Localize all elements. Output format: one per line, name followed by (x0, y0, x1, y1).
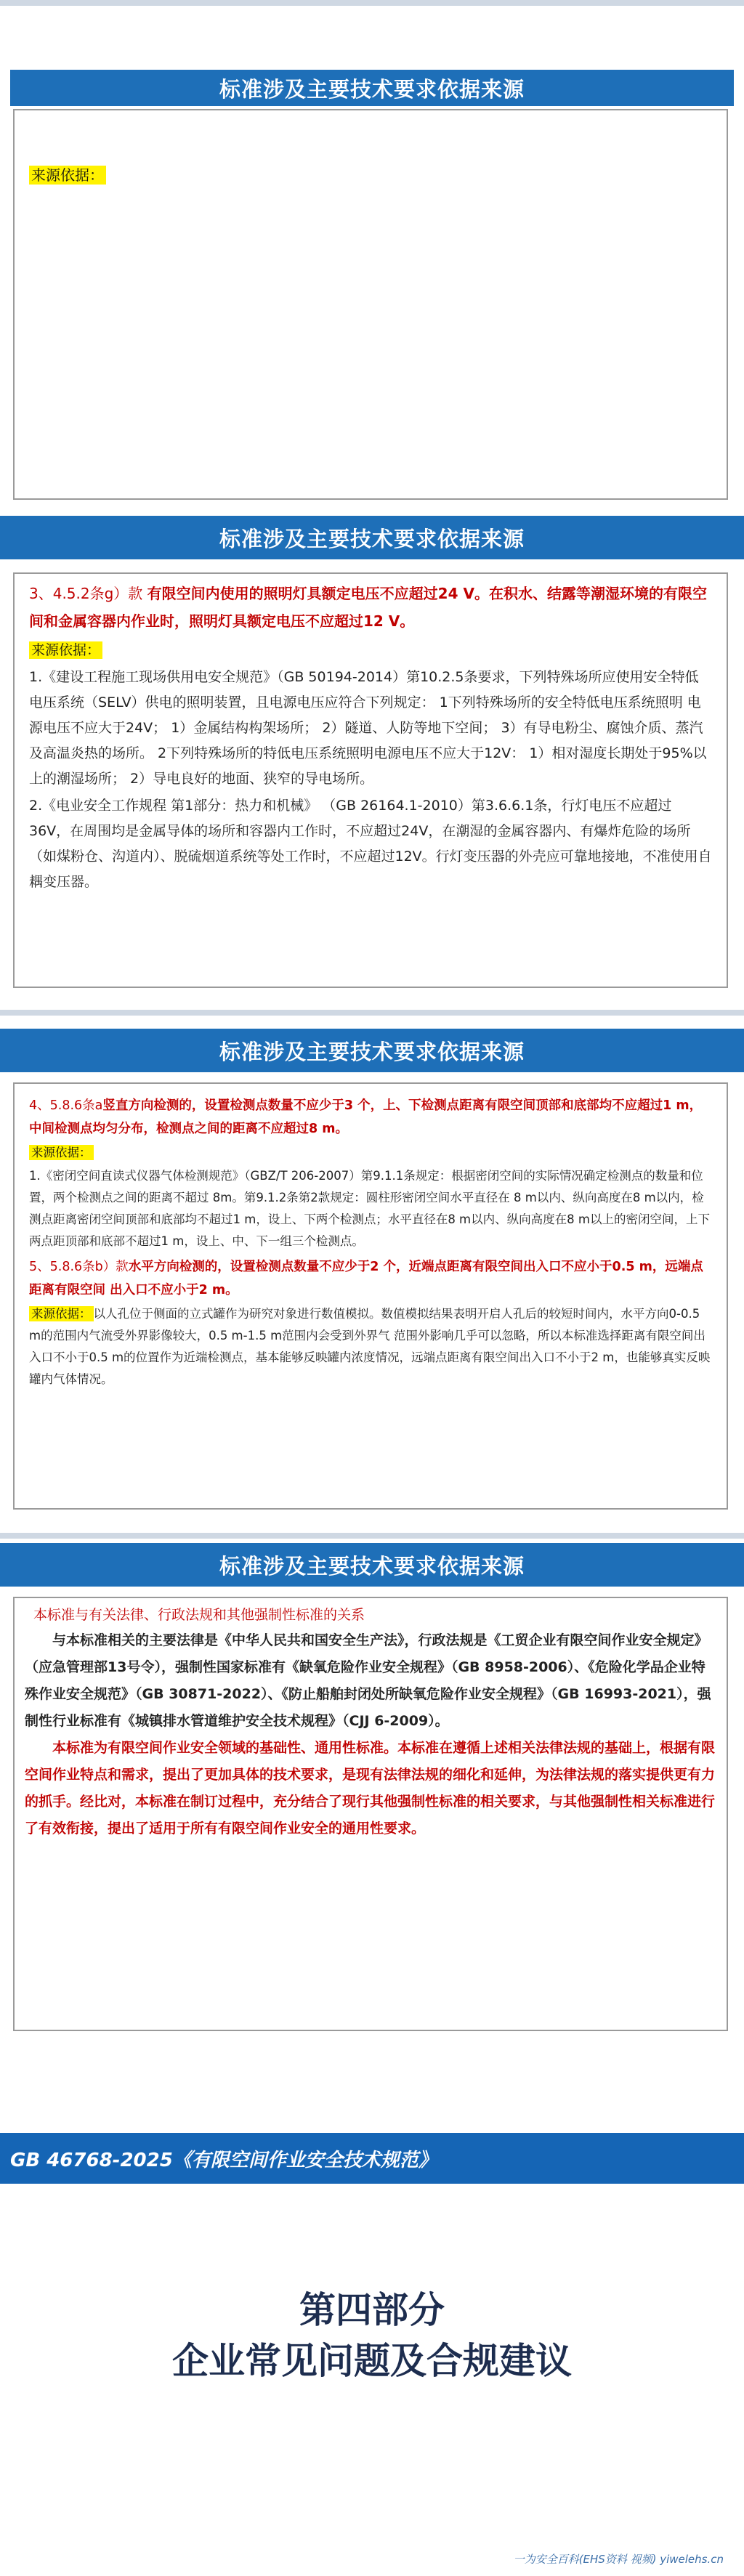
slide-2 (0, 516, 744, 1010)
source-line (29, 1142, 712, 1164)
basis-text-2: 以人孔位于侧面的立式罐作为研究对象进行数值模拟。数值模拟结果表明开启人孔后的较短时间内，水平方向0-0.5 m的范围内气流受外界影像较大，0.5 m-1.5 m范围内会受到外界气 范围外影响几乎可以忽略，所以本标准选择距离有限空间出入口不小于0.5 m的位置作为近端检测点，基本能够反映罐内浓度情况，远端点距离有限空间出入口不小于2 m，也能够真实反映罐内气体情况。 (29, 1307, 711, 1386)
content-frame (13, 109, 728, 500)
clause-4-number: 4、5.8.6条a (29, 1098, 103, 1113)
clause-5-paragraph (29, 1255, 712, 1302)
content-frame (13, 1082, 728, 1510)
slide-title: 标准涉及主要技术要求依据来源 (219, 526, 525, 551)
part-title: 企业常见问题及合规建议 (172, 2339, 572, 2382)
clause-5-number: 5、5.8.6条b）款 (29, 1260, 129, 1274)
source-label: 来源依据： (29, 166, 106, 185)
slide-top-strip (0, 0, 744, 6)
source-label: 来源依据： (29, 1145, 94, 1160)
part-4-slide (0, 2092, 744, 2576)
summary-paragraph: 本标准为有限空间作业安全领域的基础性、通用性标准。本标准在遵循上述相关法律法规的基础上，根据有限空间作业特点和需求，提出了更加具体的技术要求，是现有法律法规的细化和延伸，为法律法规的落实提供更有力的抓手。经比对，本标准在制订过程中，充分结合了现行其他强制性标准的相关要求，与其他强制性相关标准进行了有效衔接，提出了适用于所有有限空间作业安全的通用性要求。 (25, 1740, 716, 1836)
content-frame (13, 1597, 728, 2031)
slide-title-banner (10, 70, 734, 106)
slide-3 (0, 1010, 744, 1533)
clause-4-paragraph (29, 1094, 712, 1141)
slide-title: 标准涉及主要技术要求依据来源 (219, 1039, 525, 1064)
slide-title-banner (0, 1543, 744, 1587)
document-header-bar (0, 2133, 744, 2184)
content-frame (13, 572, 728, 988)
clause-text: 有限空间内使用的照明灯具额定电压不应超过24 V。在积水、结露等潮湿环境的有限空间和金属容器内作业时，照明灯具额定电压不应超过12 V。 (29, 585, 707, 630)
slide-top-strip (0, 1010, 744, 1016)
document-title: GB 46768-2025《有限空间作业安全技术规范》 (10, 2149, 437, 2171)
basis-paragraph-1: 1.《密闭空间直读式仪器气体检测规范》（GBZ/T 206-2007）第9.1.1条规定：根据密闭空间的实际情况确定检测点的数量和位置，两个检测点之间的距离不超过 8m。第9.1.2条第2款规定：圆柱形密闭空间水平直径在 8 m以内、纵向高度在8 m以内，检测点距离密闭空间顶部和底部均不超过1 m，设上、下两个检测点；水平直径在8 m以内、纵向高度在8 m以上的密闭空间，上下两点距顶部和底部不超过1 m，设上、中、下一组三个检测点。 (29, 1169, 710, 1248)
slide-title: 标准涉及主要技术要求依据来源 (219, 1553, 525, 1579)
slide-title-banner (0, 1029, 744, 1072)
slide-top-strip (0, 1533, 744, 1539)
clause-5-text: 水平方向检测的，设置检测点数量不应少于2 个，近端点距离有限空间出入口不应小于0.5 m，远端点距离有限空间 出入口不应小于2 m。 (29, 1260, 703, 1297)
source-label: 来源依据： (29, 1306, 94, 1321)
basis-paragraph-2: 2.《电业安全工作规程 第1部分：热力和机械》 （GB 26164.1-2010）第3.6.6.1条，行灯电压不应超过36V，在周围均是金属导体的场所和容器内工作时，不应超过24V，在潮湿的金属容器内、有爆炸危险的场所（如煤粉仓、沟道内）、脱硫烟道系统等处工作时，不应超过12V。行灯变压器的外壳应可靠地接地，不准使用自耦变压器。 (29, 798, 712, 890)
source-label: 来源依据： (29, 641, 102, 659)
clause-number: 3、4.5.2条g）款 (29, 585, 143, 602)
clause-paragraph (29, 580, 712, 635)
relations-paragraph: 与本标准相关的主要法律是《中华人民共和国安全生产法》，行政法规是《工贸企业有限空间作业安全规定》（应急管理部13号令），强制性国家标准有《缺氧危险作业安全规程》（GB 8958-2006）、《危险化学品企业特殊作业安全规范》（GB 30871-2022）、《防止船舶封闭处所缺氧危险作业安全规程》（GB 16993-2021），强制性行业标准有《城镇排水管道维护安全技术规程》（CJJ 6-2009）。 (25, 1632, 711, 1729)
basis-paragraph-1: 1.《建设工程施工现场供用电安全规范》（GB 50194-2014）第10.2.5条要求，下列特殊场所应使用安全特低电压系统（SELV）供电的照明装置，且电源电压应符合下列规定： 1下列特殊场所的安全特低电压系统照明 电源电压不应大于24V； 1）金属结构构架场所； 2）隧道、人防等地下空间； 3）有导电粉尘、腐蚀介质、蒸汽及高温炎热的场所。 2下列特殊场所的特低电压系统照明电源电压不应大于12V： 1）相对湿度长期处于95%以上的潮湿场所； 2）导电良好的地面、狭窄的导电场所。 (29, 669, 707, 787)
footer-watermark: 一为安全百科(EHS资料 视频) yiwelehs.cn (513, 2553, 724, 2566)
source-line (29, 638, 712, 663)
clause-4-text: 竖直方向检测的，设置检测点数量不应少于3 个，上、下检测点距离有限空间顶部和底部均不应超过1 m，中间检测点均匀分布，检测点之间的距离不应超过8 m。 (29, 1098, 703, 1136)
basis-paragraph-2 (29, 1303, 712, 1390)
slide-4 (0, 1533, 744, 2092)
part-number: 第四部分 (299, 2288, 445, 2331)
slide-1 (0, 0, 744, 516)
section-title: 本标准与有关法律、行政法规和其他强制性标准的关系 (33, 1607, 365, 1623)
slide-title-banner (0, 516, 744, 559)
slide-title: 标准涉及主要技术要求依据来源 (219, 76, 525, 102)
